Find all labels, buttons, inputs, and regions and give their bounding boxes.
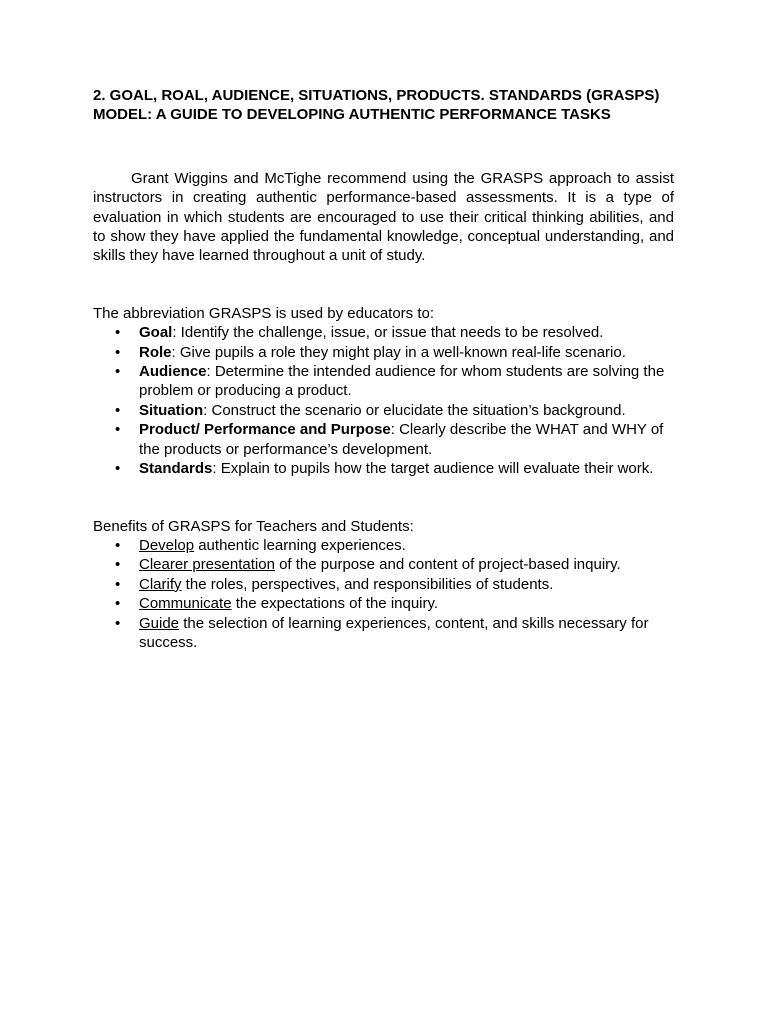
bullet-icon: • [115, 363, 121, 381]
list-item [93, 536, 674, 555]
list-item-term: Clarify [139, 575, 182, 593]
bullet-icon: • [115, 595, 121, 613]
list-item [93, 555, 674, 574]
list-item [93, 575, 674, 594]
bullet-icon: • [115, 536, 121, 554]
list-item-term: Standards [139, 460, 213, 478]
list-item [93, 401, 674, 420]
list-item-text: of the purpose and content of project-based inquiry. [274, 556, 621, 574]
list-item-term: Guide [139, 614, 180, 632]
list-item-text: authentic learning experiences. [194, 536, 406, 554]
grasps-list [93, 323, 674, 478]
bullet-icon: • [115, 575, 121, 593]
bullet-icon: • [115, 556, 121, 574]
list-item [93, 323, 674, 342]
list-item-text: : Explain to pupils how the target audience will evaluate their work. [212, 460, 654, 478]
bullet-icon: • [115, 614, 121, 632]
list-item-term: Goal [139, 324, 173, 342]
list-item [93, 614, 674, 653]
list-item-term: Communicate [139, 595, 232, 613]
bullet-icon: • [115, 343, 121, 361]
bullet-icon: • [115, 401, 121, 419]
bullet-icon: • [115, 421, 121, 439]
list-item-text: the selection of learning experiences, content, and skills necessary for success. [139, 614, 649, 651]
document-page [93, 86, 674, 652]
list-item-text: : Clearly describe the WHAT and WHY of the products or performance’s development. [139, 421, 664, 458]
list-item-text: : Determine the intended audience for whom students are solving the problem or producing a product. [139, 363, 665, 400]
list-item-term: Clearer presentation [139, 556, 275, 574]
list-item-text: : Construct the scenario or elucidate the situation’s background. [203, 401, 626, 419]
bullet-icon: • [115, 460, 121, 478]
list-item [93, 420, 674, 459]
list-item-term: Audience [139, 363, 207, 381]
document-title: 2. GOAL, ROAL, AUDIENCE, SITUATIONS, PRODUCTS. STANDARDS (GRASPS) MODEL: A GUIDE TO DEVELOPING AUTHENTIC PERFORMANCE TASKS [93, 87, 660, 124]
benefits-list [93, 536, 674, 652]
list-item [93, 362, 674, 401]
list-item-term: Product/ Performance and Purpose [139, 421, 391, 439]
benefits-lead: Benefits of GRASPS for Teachers and Students: [93, 517, 414, 535]
list-item-term: Situation [139, 401, 204, 419]
list-item [93, 343, 674, 362]
list-item-text: the expectations of the inquiry. [231, 595, 439, 613]
abbreviation-lead: The abbreviation GRASPS is used by educators to: [93, 304, 435, 322]
list-item [93, 459, 674, 478]
list-item [93, 594, 674, 613]
list-item-text: : Give pupils a role they might play in a well-known real-life scenario. [171, 343, 626, 361]
list-item-term: Develop [139, 536, 195, 554]
list-item-term: Role [139, 343, 172, 361]
list-item-text: : Identify the challenge, issue, or issue that needs to be resolved. [172, 324, 604, 342]
list-item-text: the roles, perspectives, and responsibilities of students. [181, 575, 554, 593]
intro-paragraph: Grant Wiggins and McTighe recommend using the GRASPS approach to assist instructors in creating authentic performance-based assessments. It is a type of evaluation in which students are encouraged to use their critical thinking abilities, and to show they have applied the fundamental knowledge, conceptual understanding, and skills they have learned throughout a unit of study. [93, 169, 674, 265]
bullet-icon: • [115, 324, 121, 342]
